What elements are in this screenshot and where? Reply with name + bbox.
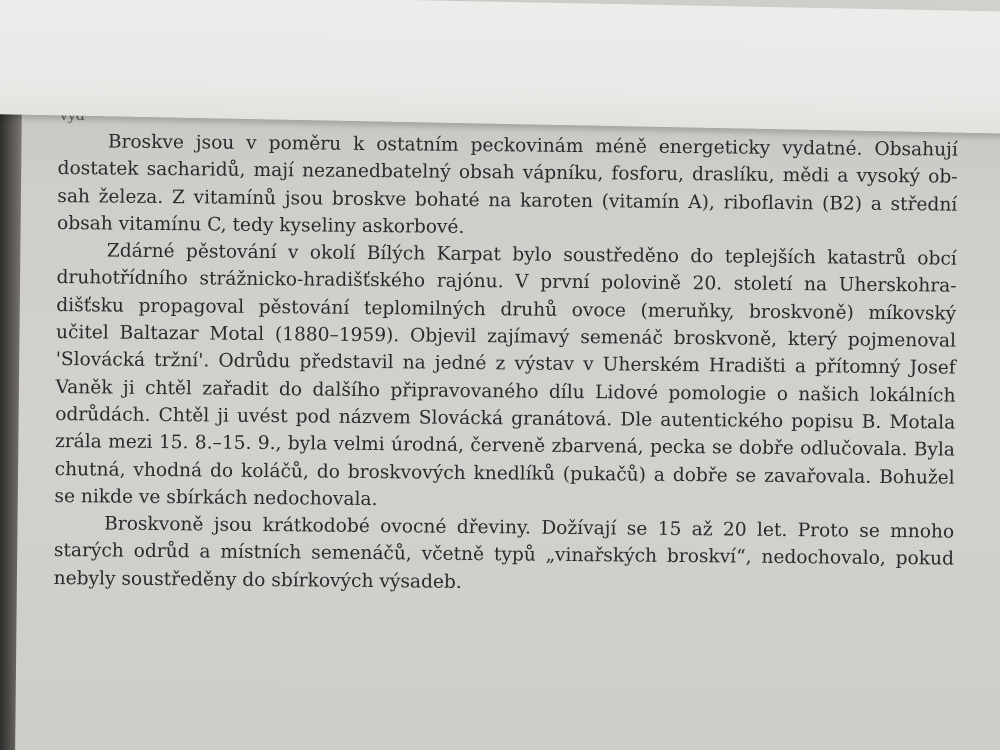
text-line: sah železa. Z vitamínů jsou broskve bohaté na karoten (vitamín A), riboflavin (B2) a střední <box>57 185 958 216</box>
paragraph <box>57 128 958 246</box>
body-text <box>54 128 958 601</box>
text-line: druhotřídního strážnicko-hradišťského rajónu. V první polovině 20. století na Uherskohra- <box>56 267 957 298</box>
text-line: Vaněk ji chtěl zařadit do dalšího připravovaného dílu Lidové pomologie o našich lokálních <box>55 376 956 407</box>
text-line: dišťsku propagoval pěstování teplomilných druhů ovoce (meruňky, broskvoně) míkovský <box>56 294 957 325</box>
text-line: starých odrůd a místních semenáčů, včetně typů „vinařských broskví“, nedochovalo, pokud <box>53 540 954 571</box>
text-line: zrála mezi 15. 8.–15. 9., byla velmi úrodná, červeně zbarvená, pecka se dobře odlučovala. Byla <box>54 431 956 461</box>
text-line: učitel Baltazar Motal (1880–1959). Objevil zajímavý semenáč broskvoně, který pojmenoval <box>55 322 957 352</box>
paragraph <box>54 237 957 519</box>
text-line: obsah vitamínu C, tedy kyseliny askorbové. <box>56 212 465 238</box>
text-line: Zdárné pěstování v okolí Bílých Karpat bylo soustředěno do teplejších katastrů obcí <box>106 240 957 270</box>
text-line: chutná, vhodná do koláčů, do broskvových knedlíků (pukačů) a dobře se zavařovala. Bohužel <box>54 458 955 489</box>
text-line: Broskve jsou v poměru k ostatním peckovinám méně energeticky vydatné. Obsahují <box>107 131 958 161</box>
text-line: 'Slovácká tržní'. Odrůdu představil na jedné z výstav v Uherském Hradišti a přítomný Josef <box>55 349 956 380</box>
text-line: se nikde ve sbírkách nedochovala. <box>54 485 378 510</box>
text-line: odrůdách. Chtěl ji uvést pod názvem Slovácká granátová. Dle autentického popisu B. Motala <box>55 403 956 434</box>
text-line: Broskvoně jsou krátkodobé ovocné dřeviny. Dožívají se 15 až 20 let. Proto se mnoho <box>104 513 955 543</box>
partial-word-fragment: vyd <box>59 107 85 125</box>
text-line: nebyly soustředěny do sbírkových výsadeb. <box>53 567 462 593</box>
paragraph <box>54 510 955 601</box>
overlapping-paper-sheet <box>0 0 1000 134</box>
text-line: dostatek sacharidů, mají nezanedbatelný obsah vápníku, fosforu, draslíku, mědi a vysoký ob- <box>57 158 958 188</box>
